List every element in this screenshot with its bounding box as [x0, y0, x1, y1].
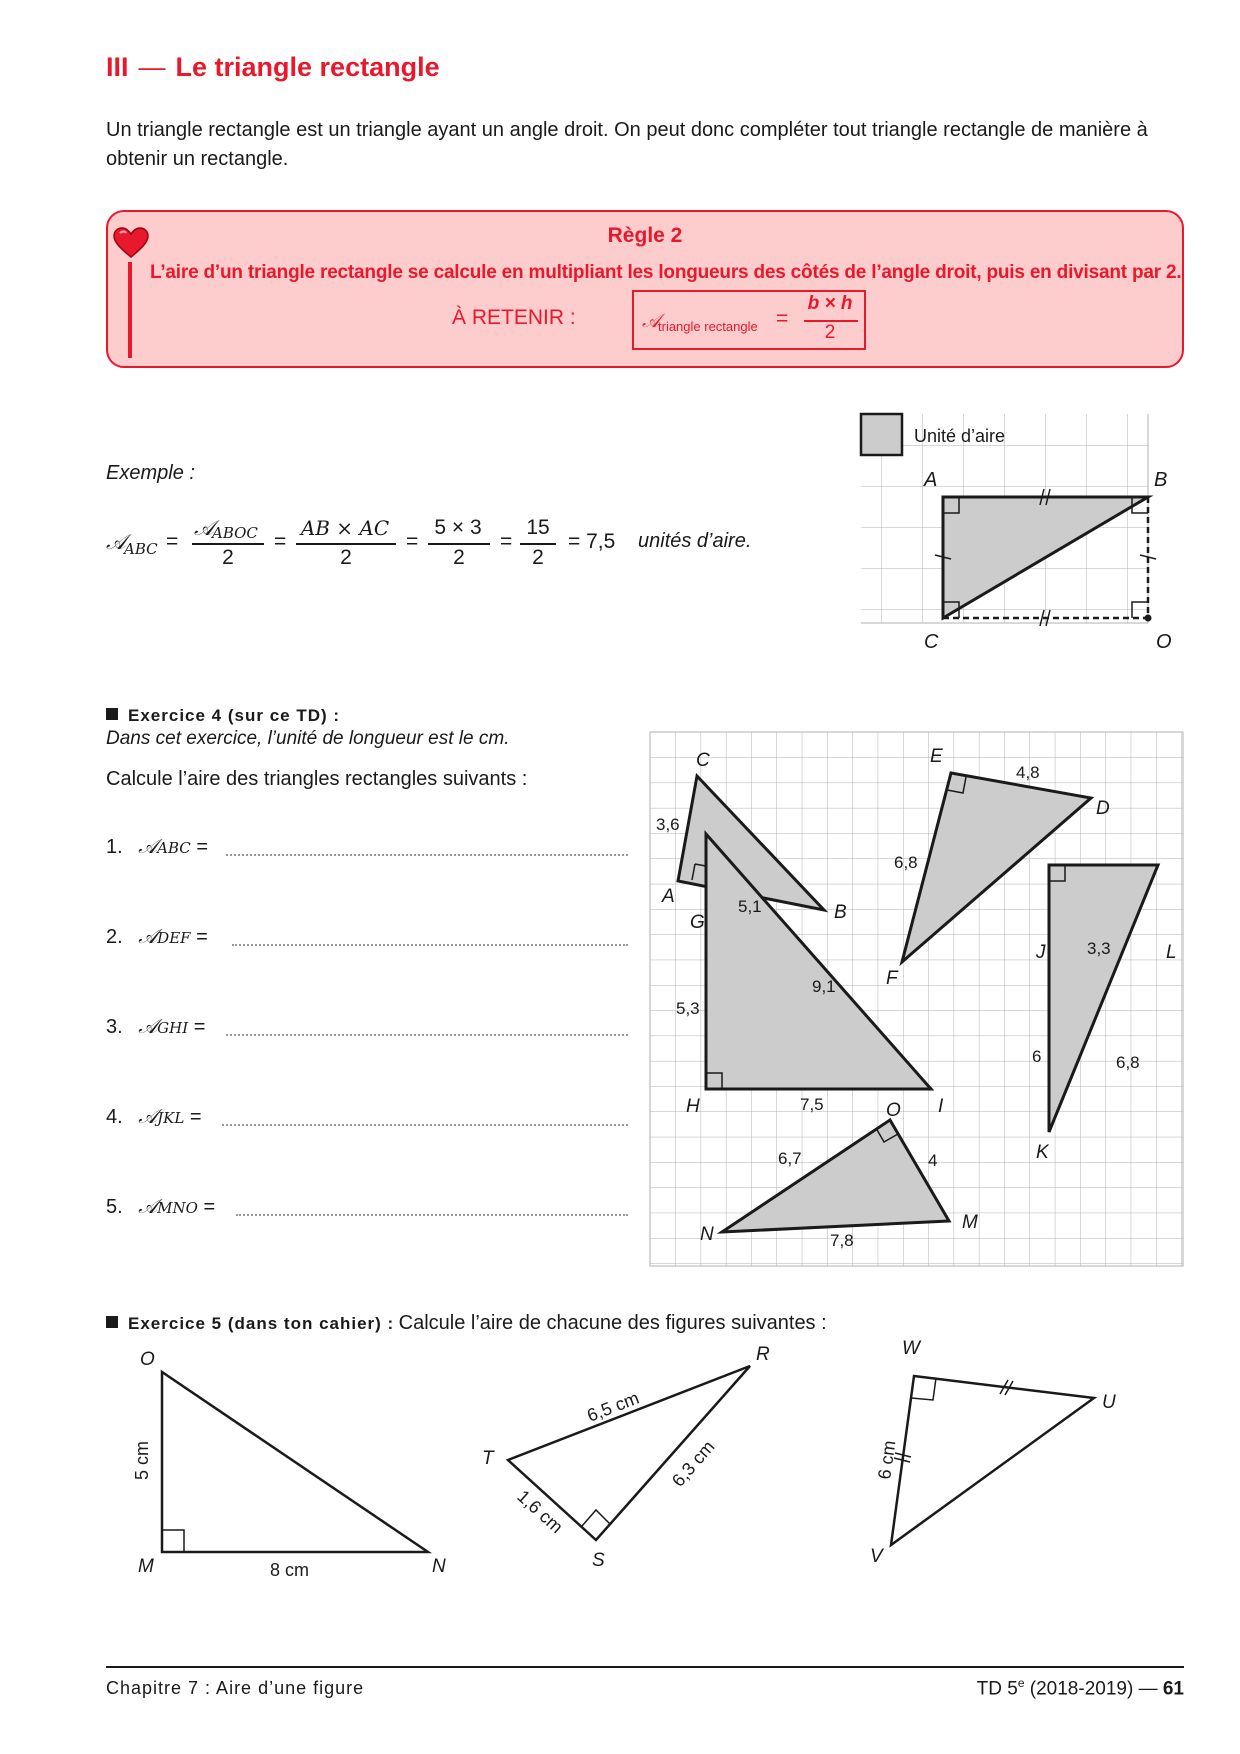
point-A: A	[924, 469, 938, 491]
exercise4-heading	[106, 706, 340, 726]
fig3-V: V	[870, 1546, 883, 1567]
fig2-R: R	[756, 1344, 770, 1365]
eq-lhs-sub: ABC	[124, 540, 158, 558]
length-jk: 6	[1032, 1047, 1042, 1066]
section-numeral: III	[106, 52, 129, 82]
exercise4-subtitle: Dans cet exercice, l’unité de longueur est le cm.	[106, 728, 510, 749]
eq-den-2: 2	[340, 546, 352, 569]
fig1-M: M	[138, 1556, 154, 1577]
fig2-length-ts: 1,6 cm	[513, 1486, 567, 1538]
answer-field-5[interactable]	[236, 1214, 628, 1216]
fig2-S: S	[592, 1550, 605, 1571]
exercise5-instruction: Calcule l’aire de chacune des figures suivantes :	[398, 1312, 827, 1334]
fig1-O: O	[140, 1349, 155, 1370]
label-K: K	[1036, 1142, 1049, 1163]
label-O: O	[886, 1100, 901, 1121]
label-F: F	[886, 968, 898, 989]
example-figure	[840, 404, 1170, 666]
point-B: B	[1154, 469, 1168, 491]
fig1-length-om: 5 cm	[132, 1440, 152, 1480]
formula-equals: =	[776, 307, 789, 330]
footer-page-info: TD 5e (2018-2019) — 61	[976, 1676, 1184, 1700]
exercise4-instruction: Calcule l’aire des triangles rectangles suivants :	[106, 768, 528, 790]
footer-rule	[106, 1666, 1184, 1668]
fig3-U: U	[1102, 1392, 1116, 1413]
section-title-text: Le triangle rectangle	[175, 52, 440, 82]
length-ed: 4,8	[1016, 763, 1040, 782]
length-gh: 5,3	[676, 999, 700, 1018]
area-formula	[632, 290, 866, 350]
label-C: C	[696, 750, 710, 771]
length-ca: 3,6	[656, 815, 680, 834]
question-3: 3. 𝒜GHI =	[106, 1014, 206, 1038]
rule-bar	[128, 262, 132, 358]
intro-paragraph: Un triangle rectangle est un triangle ayant un angle droit. On peut donc compléter tout triangle rectangle de manière à obtenir un rectangle.	[106, 119, 1148, 170]
exercise5-title: Exercice 5 (dans ton cahier) :	[128, 1314, 395, 1333]
eq-area-symbol: 𝒜	[106, 530, 126, 554]
label-A: A	[662, 886, 675, 907]
example-equation: 𝒜 ABC = 𝒜 ABOC 2 = AB × AC 2 = 5 × 3 2 = 15 2 = 7,5 unités d’aire.	[106, 516, 752, 569]
rule-title: Règle 2	[607, 224, 683, 247]
eq-aboc-sub: ABOC	[212, 524, 258, 542]
exercise5-heading	[106, 1312, 827, 1335]
answer-field-3[interactable]	[226, 1034, 628, 1036]
page-number: 61	[1162, 1678, 1184, 1700]
section-title	[106, 52, 440, 83]
fig3-W: W	[902, 1338, 920, 1359]
eq-den-3: 2	[453, 546, 465, 569]
eq-num-3: 5 × 3	[434, 516, 482, 539]
point-C: C	[924, 631, 939, 653]
length-kl: 6,8	[1116, 1053, 1140, 1072]
exercise4-title: Exercice 4 (sur ce TD) :	[128, 706, 341, 725]
formula-denominator: 2	[824, 322, 836, 343]
length-gi: 9,1	[812, 977, 836, 996]
eq-num-4: 15	[526, 516, 550, 539]
answer-field-2[interactable]	[232, 944, 628, 946]
eq-den-1: 2	[222, 546, 234, 569]
label-G: G	[690, 912, 705, 933]
retenir-label: À RETENIR :	[452, 306, 576, 329]
length-no: 6,7	[778, 1149, 802, 1168]
formula-numerator: b × h	[807, 293, 853, 314]
label-H: H	[686, 1096, 700, 1117]
answer-field-4[interactable]	[222, 1124, 628, 1126]
exercise4-figure	[650, 732, 1186, 1268]
formula-symbol: 𝒜	[642, 310, 660, 332]
label-I: I	[938, 1096, 944, 1117]
fig3-length-wv: 6 cm	[874, 1439, 900, 1481]
fig1-length-mn: 8 cm	[270, 1560, 310, 1580]
label-N: N	[700, 1224, 714, 1245]
rule-text: L’aire d’un triangle rectangle se calcule en multipliant les longueurs des côtés de l’angle droit, puis en divisant par 2.	[150, 262, 1182, 283]
question-4: 4. 𝒜JKL =	[106, 1104, 202, 1128]
unit-legend: Unité d’aire	[914, 426, 1006, 446]
eq-unit: unités d’aire.	[638, 530, 752, 552]
eq-den-4: 2	[532, 546, 544, 569]
length-hi: 7,5	[800, 1095, 824, 1114]
answer-field-1[interactable]	[226, 854, 628, 856]
section-dash: —	[138, 52, 166, 82]
question-5: 5. 𝒜MNO =	[106, 1194, 216, 1218]
label-E: E	[930, 746, 943, 767]
length-om: 4	[928, 1151, 938, 1170]
length-nm: 7,8	[830, 1231, 854, 1250]
length-ab: 5,1	[738, 897, 762, 916]
triangle-omn	[162, 1372, 428, 1552]
length-jl: 3,3	[1087, 939, 1111, 958]
eq-aboc-symbol: 𝒜	[194, 516, 214, 540]
label-D: D	[1096, 798, 1110, 819]
eq-result: = 7,5	[568, 530, 616, 553]
exercise5-figures	[106, 1340, 1184, 1580]
point-O: O	[1156, 631, 1172, 653]
length-ef: 6,8	[894, 853, 918, 872]
footer-chapter: Chapitre 7 : Aire d’une figure	[106, 1678, 365, 1698]
triangle-wuv	[891, 1376, 1094, 1545]
unit-square	[861, 414, 902, 455]
fig1-N: N	[432, 1556, 446, 1577]
formula-subscript: triangle rectangle	[658, 319, 758, 334]
eq-num-2: AB × AC	[300, 516, 390, 540]
bullet-square-icon	[106, 708, 118, 720]
bullet-square-icon	[106, 1316, 118, 1328]
fig2-length-sr: 6,3 cm	[667, 1436, 719, 1491]
question-2: 2. 𝒜DEF =	[106, 924, 208, 948]
fig2-length-tr: 6,5 cm	[584, 1387, 642, 1426]
fig2-T: T	[482, 1448, 494, 1469]
label-J: J	[1036, 942, 1046, 963]
example-label: Exemple :	[106, 462, 195, 484]
label-L: L	[1166, 942, 1177, 963]
label-B: B	[834, 902, 847, 923]
label-M: M	[962, 1212, 978, 1233]
question-1: 1. 𝒜ABC =	[106, 834, 209, 858]
